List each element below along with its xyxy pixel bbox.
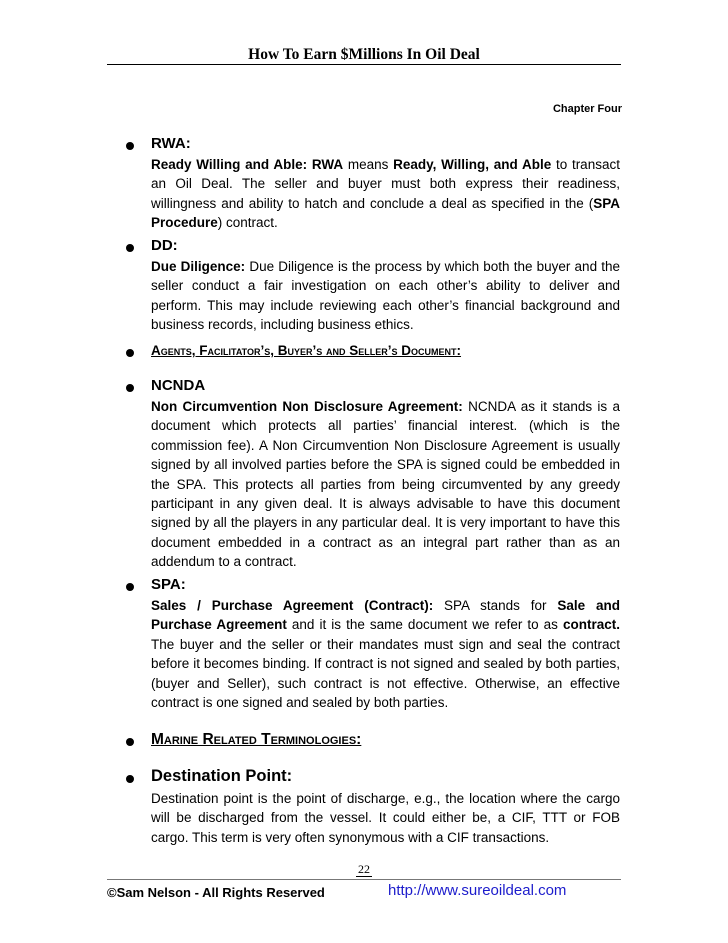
text: The buyer and the seller or their mandates must sign and seal the contract before it becomes binding. If contract is not signed and sealed by both parties, (buyer and Seller), such contract is not effective. Otherwise, an effective contract is one signed and sealed by both parties. [151,636,620,711]
text: NCNDA as it stands is a document which protects all parties’ financial interest. (which is the commission fee). A Non Circumvention Non Disclosure Agreement is usually signed by all involved parties before the SPA is signed could be embedded in the SPA. This protects all parties from being circumvented by any greedy participant in any given deal. It is always advisable to have this document signed by all the players in any particular deal. It is very important to have this document embedded in a contract as an integral part rather than as an addendum to a contract. [151,399,620,570]
term-destination-point: Destination Point: [151,767,293,785]
chapter-label: Chapter Four [552,103,622,115]
description-rwa [151,155,620,233]
bullet-icon [126,384,134,392]
bullet-icon [126,244,134,252]
text: ) contract. [217,215,278,231]
lead-term: Sales / Purchase Agreement (Contract): [151,598,434,613]
description-dd [151,257,620,335]
text: to transact an Oil Deal. The seller and buyer must both express their readiness, willingness and ability to hatch and conclude a deal as specified in the ( [151,157,620,211]
header-rule [107,64,621,65]
page-header-title: How To Earn $Millions In Oil Deal [248,46,480,63]
bullet-icon [126,583,134,591]
term-rwa: RWA: [151,135,191,152]
description-ncnda [151,397,620,572]
website-link[interactable]: http://www.sureoildeal.com [388,882,567,899]
text: SPA stands for [433,598,558,613]
copyright-text: ©Sam Nelson - All Rights Reserved [107,885,325,900]
bullet-icon [126,349,134,357]
bold-term: Sale and Purchase Agreement [151,598,620,633]
description-spa [151,596,620,712]
description-destination-point [151,789,620,847]
lead-term: Ready Willing and Able: RWA [151,157,344,172]
bold-term: contract. [562,617,620,633]
text: Destination point is the point of discharge, e.g., the location where the cargo will be discharged from the vessel. It could either be, a CIF, TTT or FOB cargo. This term is very often synonymous with a CIF transactions. [151,791,620,845]
page-number-value: 22 [358,862,370,876]
lead-term: Due Diligence: [151,259,246,274]
bullet-icon [126,738,134,746]
term-spa: SPA: [151,576,186,593]
bullet-icon [126,775,134,783]
section-heading-agents: Agents, Facilitator’s, Buyer’s and Seller’s Document: [151,343,462,358]
section-heading-marine: Marine Related Terminologies: [151,731,362,748]
term-dd: DD: [151,237,178,254]
bold-term: Ready, Willing, and Able [393,157,552,172]
text: means [343,157,394,172]
bold-term: SPA Procedure [151,195,620,231]
lead-term: Non Circumvention Non Disclosure Agreement: [151,399,463,414]
bullet-icon [126,142,134,150]
text: and it is the same document we refer to as [286,617,563,633]
footer-rule [107,879,621,880]
text: Due Diligence is the process by which both the buyer and the seller conduct a fair investigation on each other’s ability to deliver and perform. This may include reviewing each other’s financial background and business records, including business ethics. [151,259,620,333]
page-number [0,862,728,877]
term-ncnda: NCNDA [151,377,206,394]
